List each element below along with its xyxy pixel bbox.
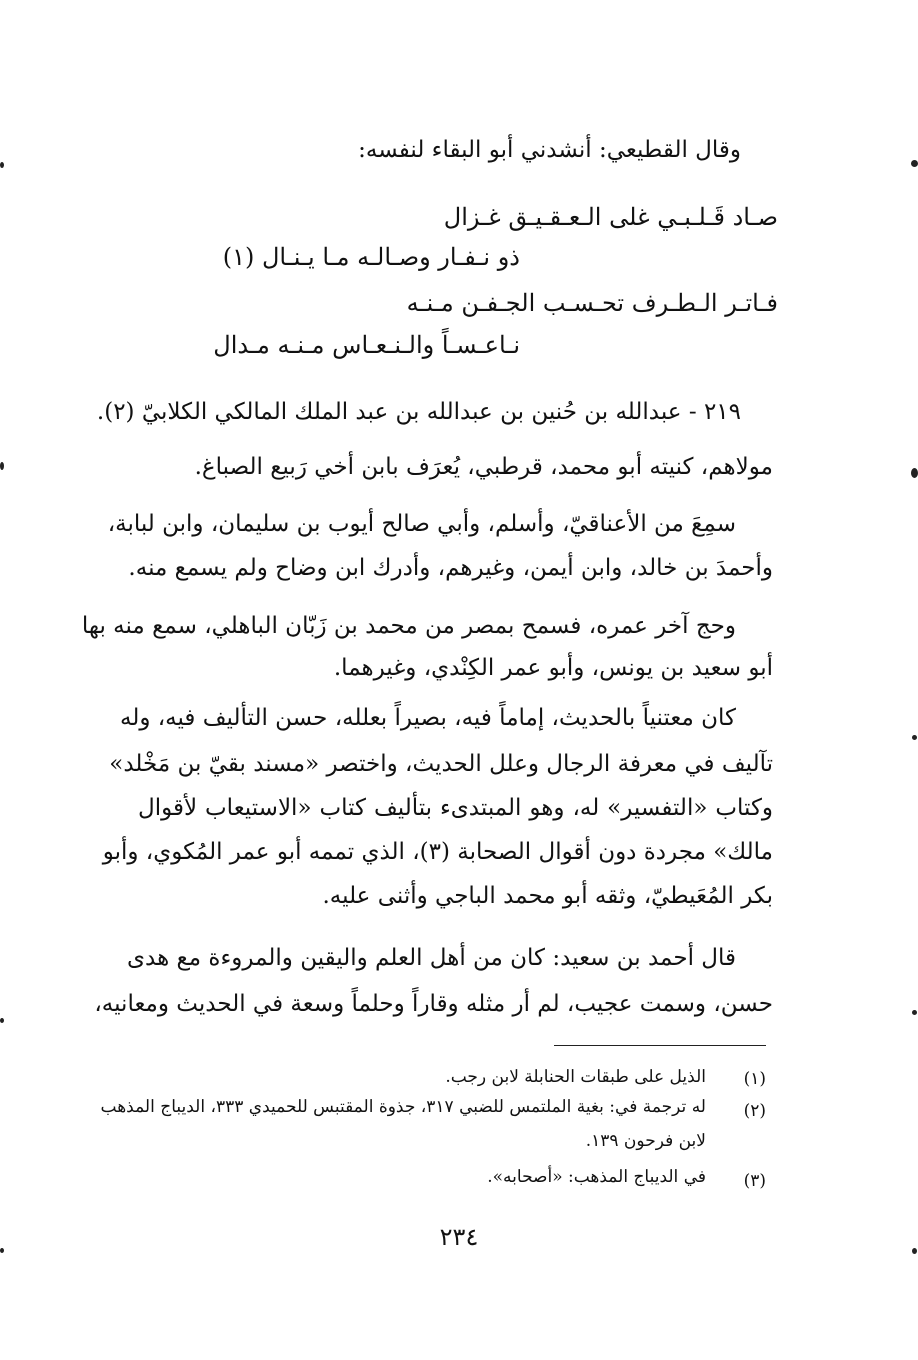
poem-verse-2b: نـاعـسـاً والـنـعـاس مـنـه مـدال bbox=[213, 331, 520, 359]
poem-verse-1a: صـاد قَـلـبـي غلى الـعـقـيـق غـزال bbox=[443, 203, 778, 231]
entry-line: حسن، وسمت عجيب، لم أر مثله وقاراً وحلماً وسعة في الحديث ومعانيه، bbox=[94, 991, 773, 1017]
footnote-separator bbox=[554, 1045, 766, 1046]
scan-speck bbox=[912, 735, 917, 740]
entry-line: قال أحمد بن سعيد: كان من أهل العلم واليقين والمروءة مع هدى bbox=[127, 945, 736, 971]
scan-speck bbox=[0, 1248, 4, 1253]
entry-line: وأحمدَ بن خالد، وابن أيمن، وغيرهم، وأدرك ابن وضاح ولم يسمع منه. bbox=[128, 555, 773, 581]
scan-speck bbox=[911, 160, 918, 167]
scan-speck bbox=[911, 468, 918, 478]
page-number: ٢٣٤ bbox=[439, 1223, 479, 1251]
scan-speck bbox=[912, 1248, 917, 1254]
scan-speck bbox=[912, 1010, 917, 1015]
footnote-text: في الديباج المذهب: «أصحابه». bbox=[487, 1167, 706, 1187]
poem-verse-1b: ذو نـفـار وصـالـه مـا يـنـال (١) bbox=[222, 243, 520, 271]
entry-line: وحج آخر عمره، فسمح بمصر من محمد بن زَبّان الباهلي، سمع منه بها bbox=[81, 613, 736, 639]
entry-line: مولاهم، كنيته أبو محمد، قرطبي، يُعرَف بابن أخي رَبيع الصباغ. bbox=[194, 454, 773, 480]
entry-line: سمِعَ من الأعناقيّ، وأسلم، وأبي صالح أيوب بن سليمان، وابن لبابة، bbox=[107, 511, 736, 537]
entry-line: كان معتنياً بالحديث، إماماً فيه، بصيراً بعلله، حسن التأليف فيه، وله bbox=[119, 705, 736, 731]
entry-line: أبو سعيد بن يونس، وأبو عمر الكِنْدي، وغيرهما. bbox=[333, 655, 773, 681]
footnote-text-continued: لابن فرحون ١٣٩. bbox=[585, 1131, 706, 1151]
poem-verse-2a: فـاتـر الـطـرف تحـسـب الجـفـن مـنـه bbox=[406, 289, 778, 317]
footnote-number: (١) bbox=[743, 1069, 766, 1089]
entry-line: مالك» مجردة دون أقوال الصحابة (٣)، الذي تممه أبو عمر المُكوي، وأبو bbox=[102, 839, 773, 865]
footnote-text: الذيل على طبقات الحنابلة لابن رجب. bbox=[445, 1067, 706, 1087]
scan-speck bbox=[0, 1018, 4, 1023]
footnote-number: (٣) bbox=[743, 1171, 766, 1191]
scan-speck bbox=[0, 162, 4, 168]
footnote-text: له ترجمة في: بغية الملتمس للضبي ٣١٧، جذوة المقتبس للحميدي ٣٣٣، الديباج المذهب bbox=[100, 1097, 706, 1117]
entry-line: تآليف في معرفة الرجال وعلل الحديث، واختصر «مسند بقيّ بن مَخْلد» bbox=[109, 751, 773, 777]
footnote-number: (٢) bbox=[743, 1101, 766, 1121]
entry-heading: ٢١٩ - عبدالله بن حُنين بن عبدالله بن عبد الملك المالكي الكلابيّ (٢). bbox=[96, 399, 741, 425]
scan-speck bbox=[0, 462, 4, 470]
entry-line: بكر المُعَيطيّ، وثقه أبو محمد الباجي وأثنى عليه. bbox=[322, 883, 773, 909]
entry-line: وكتاب «التفسير» له، وهو المبتدىء بتأليف كتاب «الاستيعاب لأقوال bbox=[138, 795, 773, 821]
intro-line: وقال القطيعي: أنشدني أبو البقاء لنفسه: bbox=[358, 137, 741, 163]
